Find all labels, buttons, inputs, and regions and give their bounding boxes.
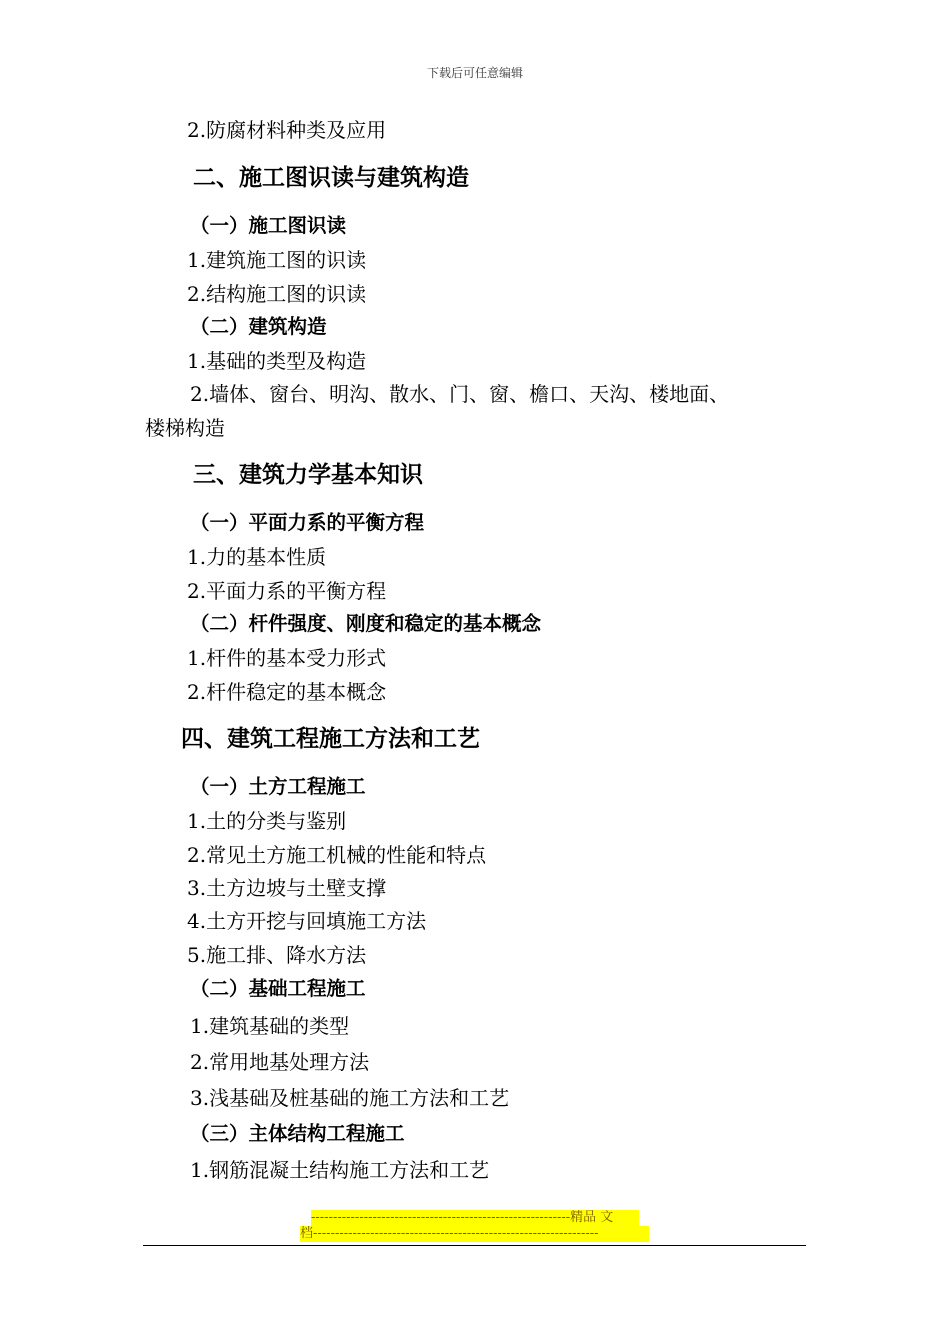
list-item: 2.平面力系的平衡方程 xyxy=(187,579,387,603)
subsection-heading: （一）土方工程施工 xyxy=(190,775,366,798)
list-item: 2.杆件稳定的基本概念 xyxy=(187,680,387,704)
subsection-heading: （二）基础工程施工 xyxy=(190,977,366,1000)
list-item: 4.土方开挖与回填施工方法 xyxy=(187,909,427,933)
subsection-heading: （二）杆件强度、刚度和稳定的基本概念 xyxy=(190,612,542,635)
subsection-heading: （一）平面力系的平衡方程 xyxy=(190,511,425,534)
footer-divider xyxy=(143,1245,806,1246)
section-heading: 二、施工图识读与建筑构造 xyxy=(193,165,469,191)
list-item: 5.施工排、降水方法 xyxy=(187,943,367,967)
section-heading: 三、建筑力学基本知识 xyxy=(193,462,423,488)
footer-watermark-line2: 档----------------------------------------------------------------- xyxy=(300,1226,649,1242)
list-item: 1.建筑施工图的识读 xyxy=(187,248,367,272)
list-item: 1.钢筋混凝土结构施工方法和工艺 xyxy=(190,1158,490,1182)
list-item: 2.常见土方施工机械的性能和特点 xyxy=(187,843,487,867)
list-item: 1.力的基本性质 xyxy=(187,545,327,569)
list-item: 3.浅基础及桩基础的施工方法和工艺 xyxy=(190,1086,510,1110)
list-item: 1.建筑基础的类型 xyxy=(190,1014,350,1038)
list-item: 1.杆件的基本受力形式 xyxy=(187,646,387,670)
list-item: 2.墙体、窗台、明沟、散水、门、窗、檐口、天沟、楼地面、 xyxy=(190,382,730,406)
subsection-heading: （二）建筑构造 xyxy=(190,315,327,338)
list-item: 1.基础的类型及构造 xyxy=(187,349,367,373)
list-item: 2.常用地基处理方法 xyxy=(190,1050,370,1074)
list-item: 3.土方边坡与土壁支撑 xyxy=(187,876,387,900)
header-note: 下载后可任意编辑 xyxy=(426,66,523,80)
list-item: 2.结构施工图的识读 xyxy=(187,282,367,306)
list-item: 1.土的分类与鉴别 xyxy=(187,809,347,833)
footer-watermark-line1: -----------------------------------------------------------精品 文 xyxy=(311,1210,639,1226)
subsection-heading: （一）施工图识读 xyxy=(190,214,347,237)
list-item: 2.防腐材料种类及应用 xyxy=(187,118,387,142)
section-heading: 四、建筑工程施工方法和工艺 xyxy=(181,726,480,752)
list-item-continuation: 楼梯构造 xyxy=(145,416,225,440)
subsection-heading: （三）主体结构工程施工 xyxy=(190,1122,405,1145)
